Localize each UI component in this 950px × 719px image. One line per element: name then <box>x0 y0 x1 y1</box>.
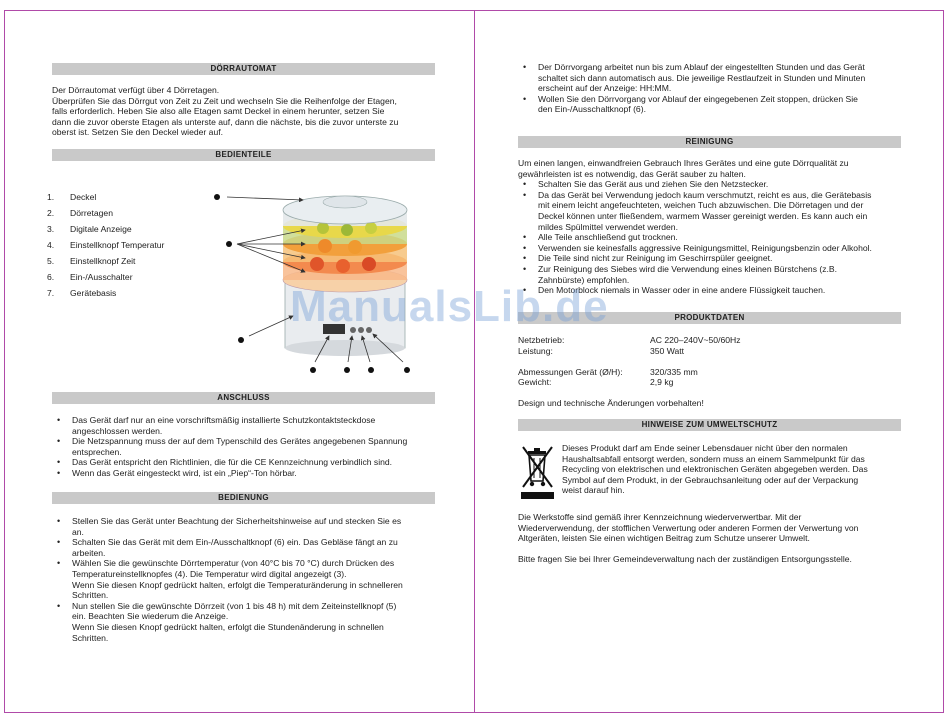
section-reinigung <box>518 136 901 296</box>
text-line: Die Werkstoffe sind gemäß ihrer Kennzeichnung wiederverwertbar. Mit der <box>518 512 802 522</box>
list-item: • Stellen Sie das Gerät unter Beachtung der Sicherheitshinweise auf und stecken Sie es an. <box>52 516 435 537</box>
text-line: gewährleisten ist es notwendig, das Gerät sauber zu halten. <box>518 168 746 179</box>
text-line: falls erforderlich. Heben Sie also alle Etagen samt Deckel in einem herunter, setzen Sie <box>52 106 385 117</box>
watermark: ManualsLib.de <box>290 282 609 331</box>
list-item: • Zur Reinigung des Siebes wird die Verwendung eines kleinen Bürstchens (z.B. Zahnbürste) empfohlen. <box>518 264 901 285</box>
text-line: Altgeräten, leisten Sie einen wichtigen Beitrag zum Schutze unserer Umwelt. <box>518 533 810 544</box>
list-item: • Alle Teile anschließend gut trocknen. <box>518 232 901 243</box>
section-anschluss <box>52 392 435 479</box>
text-line: Überprüfen Sie das Dörrgut von Zeit zu Zeit und wechseln Sie die Reihenfolge der Etagen, <box>52 95 397 106</box>
list-item: 5. Einstellknopf Zeit <box>47 256 136 266</box>
heading-umweltschutz: HINWEISE ZUM UMWELTSCHUTZ <box>518 419 901 431</box>
heading-reinigung: REINIGUNG <box>518 136 901 148</box>
dehydrator-illustration <box>205 180 445 380</box>
weee-bin-icon <box>518 443 558 501</box>
section-doerrvorgang <box>518 62 901 115</box>
list-item: • Wenn das Gerät eingesteckt wird, ist ein „Piep“-Ton hörbar. <box>52 468 435 479</box>
reinigung-list <box>518 179 901 296</box>
list-item: 3. Digitale Anzeige <box>47 224 132 234</box>
spec-row: Leistung: 350 Watt <box>518 345 685 356</box>
list-item: 2. Dörretagen <box>47 208 113 218</box>
list-item: 6. Ein-/Ausschalter <box>47 272 133 282</box>
list-item: • Den Motorblock niemals in Wasser oder in eine andere Flüssigkeit tauchen. <box>518 285 901 296</box>
text-line: dann die zuvor oberste Etagen als unterste auf, dann die nächste, bis die zuvor unterste zu <box>52 116 399 127</box>
spec-row: Gewicht: 2,9 kg <box>518 377 674 388</box>
page-divider <box>474 10 475 713</box>
parts-list <box>47 192 164 304</box>
weee-block <box>518 443 901 501</box>
design-note: Design und technische Änderungen vorbehalten! <box>518 397 704 408</box>
weee-text: Dieses Produkt darf am Ende seiner Lebensdauer nicht über den normalen Haushaltsabfall entsorgt werden, sondern muss an einem Sammelpunkt für das Recycling von elektrischen und elektronischen Geräten abgegeben werden. Das Symbol auf dem Produkt, in der Gebrauchsanleitung oder auf der Verpackung weist darauf hin. <box>562 443 868 496</box>
list-item: • Verwenden sie keinesfalls aggressive Reinigungsmittel, Reinigungsbenzin oder Alkohol. <box>518 243 901 254</box>
list-item: • Das Gerät entspricht den Richtlinien, die für die CE Kennzeichnung verbindlich sind. <box>52 457 435 468</box>
heading-bedienung: BEDIENUNG <box>52 492 435 504</box>
section-bedienteile <box>52 149 435 161</box>
list-item: • Schalten Sie das Gerät mit dem Ein-/Ausschaltknopf (6) ein. Das Gebläse fängt an zu arbeiten. <box>52 537 435 558</box>
list-item: • Die Teile sind nicht zur Reinigung im Geschirrspüler geeignet. <box>518 253 901 264</box>
list-item: • Der Dörrvorgang arbeitet nun bis zum Ablauf der eingestellten Stunden und das Gerät schaltet sich dann automatisch aus. Die jeweilige Restlaufzeit in Stunden und Minuten erscheint auf der Anzeige: HH:MM. <box>518 62 901 94</box>
list-item: 4. Einstellknopf Temperatur <box>47 240 165 250</box>
list-item: 1. Deckel <box>47 192 97 202</box>
section-doerrautomat <box>52 63 435 138</box>
doerrvorgang-list <box>518 62 901 115</box>
list-item: • Wollen Sie den Dörrvorgang vor Ablauf der eingegebenen Zeit stoppen, drücken Sie den Ein-/Ausschaltknopf (6). <box>518 94 901 115</box>
heading-bedienteile: BEDIENTEILE <box>52 149 435 161</box>
spec-row-spacer <box>518 356 901 367</box>
list-item: • Schalten Sie das Gerät aus und ziehen Sie den Netzstecker. <box>518 179 901 190</box>
anschluss-list <box>52 415 435 479</box>
text-line: oberst ist. Setzen Sie den Deckel wieder auf. <box>52 127 224 138</box>
callout-1 <box>214 194 303 200</box>
section-bedienung <box>52 492 435 643</box>
list-item: • Da das Gerät bei Verwendung jedoch kaum verschmutzt, reicht es aus, die Gerätebasis mit einem leicht angefeuchteten, weichen Tuch abzuwischen. Die Dörretagen und der Deckel können unter fließendem, warmem Wasser gereinigt werden. Es kann auch ein mildes Spülmittel verwendet werden. <box>518 190 901 232</box>
bedienung-list <box>52 516 435 643</box>
list-item: • Die Netzspannung muss der auf dem Typenschild des Gerätes angegebenen Spannung entsprechen. <box>52 436 435 457</box>
list-item: • Das Gerät darf nur an eine vorschriftsmäßig installierte Schutzkontaktsteckdose angeschlossen werden. <box>52 415 435 436</box>
text-line: Bitte fragen Sie bei Ihrer Gemeindeverwaltung nach der zuständigen Entsorgungsstelle. <box>518 553 852 564</box>
section-umweltschutz <box>518 419 901 564</box>
text-line: Der Dörrautomat verfügt über 4 Dörretagen. <box>52 85 220 95</box>
spec-row: Abmessungen Gerät (Ø/H): 320/335 mm <box>518 366 698 377</box>
text-line: Um einen langen, einwandfreien Gebrauch Ihres Gerätes und eine gute Dörrqualität zu <box>518 158 849 168</box>
list-item: 7. Gerätebasis <box>47 288 117 298</box>
list-item: • Nun stellen Sie die gewünschte Dörrzeit (von 1 bis 48 h) mit dem Zeiteinstellknopf (5) ein. Beachten Sie wiederum die Anzeige. Wenn Sie diesen Knopf gedrückt halten, erfolgt die Stundenänderung in schnellen Schritten. <box>52 601 435 643</box>
heading-doerrautomat: DÖRRAUTOMAT <box>52 63 435 75</box>
list-item: • Wählen Sie die gewünschte Dörrtemperatur (von 40°C bis 70 °C) durch Drücken des Temperatureinstellknopfes (4). Die Temperatur wird digital angezeigt (3). Wenn Sie diesen Knopf gedrückt halten, erfolgt die Temperaturänderung in schnelleren Schritten. <box>52 558 435 600</box>
text-line: Wiederverwendung, der stofflichen Verwertung oder anderen Formen der Verwertung von <box>518 522 859 533</box>
spec-row: Netzbetrieb: AC 220–240V~50/60Hz <box>518 335 741 345</box>
heading-anschluss: ANSCHLUSS <box>52 392 435 404</box>
heading-produktdaten: PRODUKTDATEN <box>518 312 901 324</box>
